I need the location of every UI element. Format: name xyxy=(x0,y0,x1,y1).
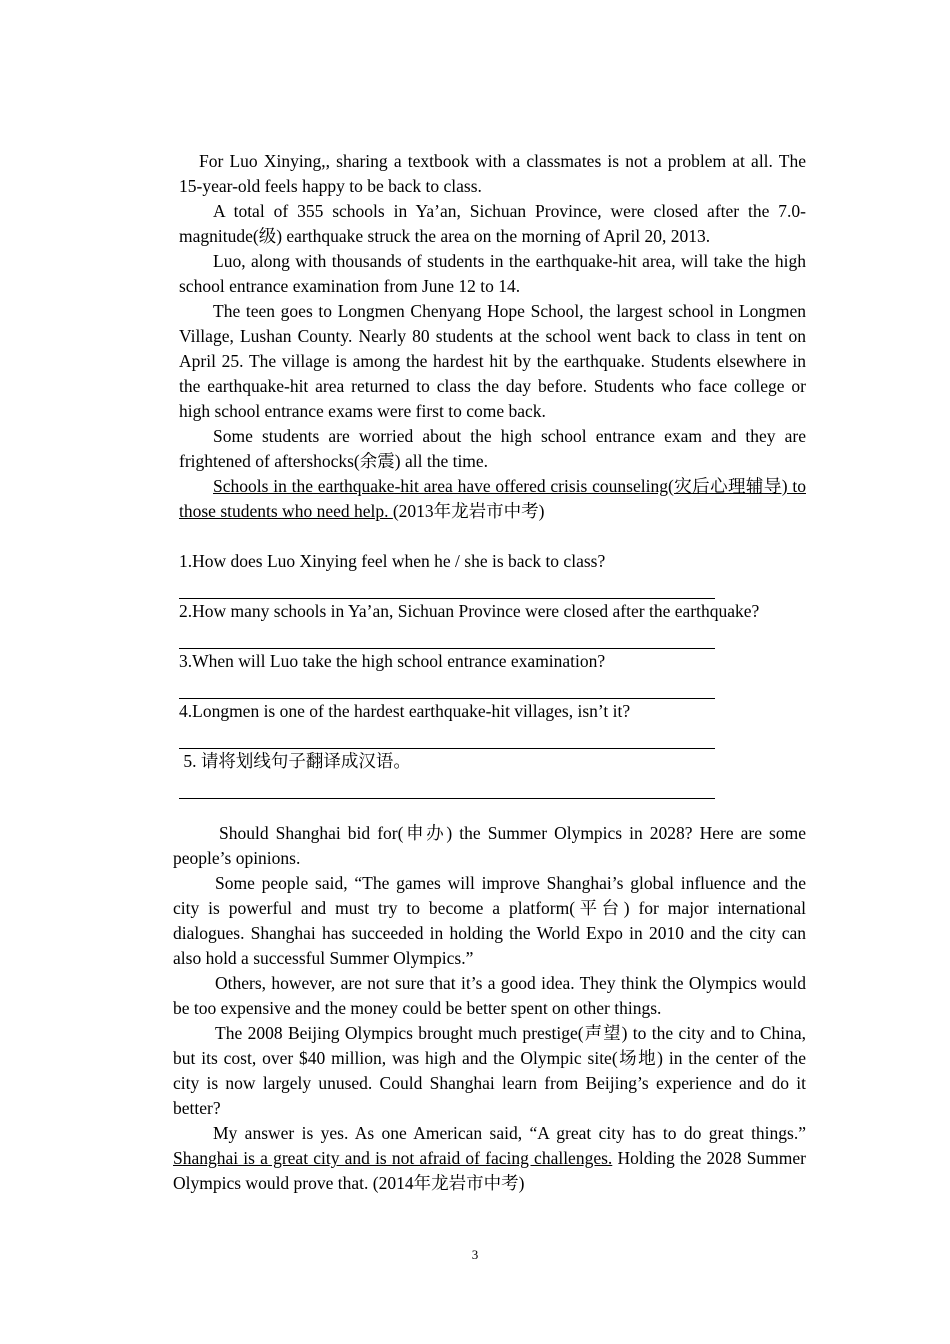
question-4: 4.Longmen is one of the hardest earthquake-hit villages, isn’t it? xyxy=(179,701,631,721)
answer-line-3[interactable] xyxy=(179,674,715,699)
paragraph: For Luo Xinying,, sharing a textbook with a classmates is not a problem at all. The 15-year-old feels happy to be back to class. xyxy=(179,151,806,196)
question-5: 5. 请将划线句子翻译成汉语。 xyxy=(179,751,411,771)
passage-2 xyxy=(173,821,806,1196)
text: Holding the 2028 Summer Olympics would prove that. (2014年龙岩市中考) xyxy=(173,1148,806,1193)
underlined-sentence: Schools in the earthquake-hit area have offered crisis counseling(灾后心理辅导) to those students who need help. xyxy=(179,476,806,521)
question-2: 2.How many schools in Ya’an, Sichuan Province were closed after the earthquake? xyxy=(179,601,760,621)
paragraph xyxy=(173,1121,806,1196)
underlined-paragraph xyxy=(179,474,806,524)
question-1: 1.How does Luo Xinying feel when he / she is back to class? xyxy=(179,551,606,571)
paragraph: Luo, along with thousands of students in the earthquake-hit area, will take the high school entrance examination from June 12 to 14. xyxy=(179,251,806,296)
paragraph: Others, however, are not sure that it’s a good idea. They think the Olympics would be too expensive and the money could be better spent on other things. xyxy=(173,973,806,1018)
spacer xyxy=(179,524,806,549)
paragraph: The teen goes to Longmen Chenyang Hope School, the largest school in Longmen Village, Lushan County. Nearly 80 students at the school went back to class in tent on April 25. The village is among the hardest hit by the earthquake. Students elsewhere in the earthquake-hit area returned to class the day before. Students who face college or high school entrance exams were first to come back. xyxy=(179,301,806,421)
page-number: 3 xyxy=(471,1247,479,1262)
paragraph: Some students are worried about the high school entrance exam and they are frightened of aftershocks(余震) all the time. xyxy=(179,426,806,471)
paragraph: Should Shanghai bid for(申办) the Summer Olympics in 2028? Here are some people’s opinions. xyxy=(173,823,806,868)
paragraph: A total of 355 schools in Ya’an, Sichuan Province, were closed after the 7.0-magnitude(级) earthquake struck the area on the morning of April 20, 2013. xyxy=(179,201,806,246)
paragraph: Some people said, “The games will improve Shanghai’s global influence and the city is powerful and must try to become a platform(平台) for major international dialogues. Shanghai has succeeded in holding the World Expo in 2010 and the city can also hold a successful Summer Olympics.” xyxy=(173,873,806,968)
answer-line-1[interactable] xyxy=(179,574,715,599)
question-3: 3.When will Luo take the high school entrance examination? xyxy=(179,651,606,671)
passage-1 xyxy=(179,149,806,799)
answer-line-2[interactable] xyxy=(179,624,715,649)
answer-line-4[interactable] xyxy=(179,724,715,749)
text: My answer is yes. As one American said, “A great city has to do great things.” xyxy=(213,1123,806,1143)
underlined-sentence: Shanghai is a great city and is not afraid of facing challenges. xyxy=(173,1148,613,1168)
answer-line-5[interactable] xyxy=(179,774,715,799)
source-note: (2013年龙岩市中考) xyxy=(392,501,545,521)
paragraph: The 2008 Beijing Olympics brought much prestige(声望) to the city and to China, but its cost, over $40 million, was high and the Olympic site(场地) in the center of the city is now largely unused. Could Shanghai learn from Beijing’s experience and do it better? xyxy=(173,1023,806,1118)
